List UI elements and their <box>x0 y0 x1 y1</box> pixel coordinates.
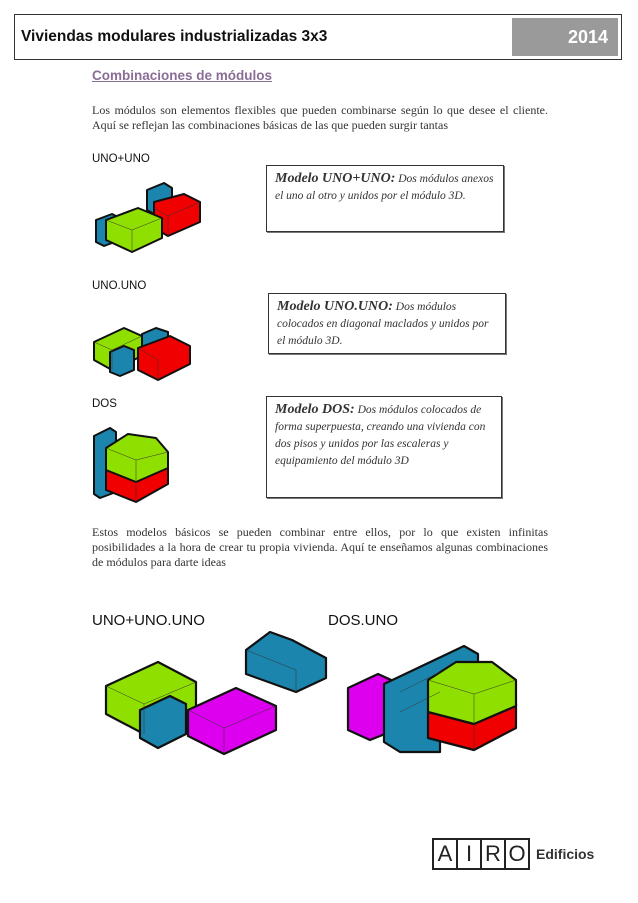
document-title: Viviendas modulares industrializadas 3x3 <box>21 28 328 45</box>
illustration-dos-punto-uno <box>344 632 524 762</box>
logo-letter: A <box>434 840 458 868</box>
model-label-uno-punto-uno: UNO.UNO <box>92 280 147 292</box>
model-box-title: Modelo UNO+UNO: <box>275 171 396 186</box>
document-year: 2014 <box>512 18 618 56</box>
module-blue-front <box>110 346 134 376</box>
illustration-dos <box>92 422 182 512</box>
logo-subtitle: Edificios <box>536 846 595 862</box>
model-box-text: Dos módulos anexos el uno al otro y unidos por el módulo 3D. <box>275 173 494 202</box>
section-title: Combinaciones de módulos <box>92 68 273 83</box>
model-box-text: Dos módulos colocados de forma superpuesta, creando una vivienda con dos pisos y unidos por las escaleras y equipamiento del módulo 3D <box>275 404 486 467</box>
model-box-title: Modelo DOS: <box>275 402 355 417</box>
logo-letters <box>432 838 530 870</box>
logo-letter: O <box>508 841 526 866</box>
model-label-dos: DOS <box>92 398 117 410</box>
illustration-uno-uno-punto-uno <box>100 630 340 760</box>
combo-label-dos-punto-uno: DOS.UNO <box>328 612 399 629</box>
illustration-uno-punto-uno <box>92 318 202 388</box>
model-box-uno-punto-uno <box>268 293 506 354</box>
model-box-text: Dos módulos colocados en diagonal maclados y unidos por el módulo 3D. <box>277 301 489 347</box>
module-blue-back <box>246 632 326 692</box>
model-label-uno-uno: UNO+UNO <box>92 153 150 165</box>
module-magenta <box>188 688 276 754</box>
logo-letter: I <box>458 840 482 868</box>
airo-edificios-logo <box>432 838 594 870</box>
illustration-uno-uno <box>92 180 212 260</box>
logo-letter: R <box>482 840 506 868</box>
model-box-uno-uno <box>266 165 504 232</box>
model-box-dos <box>266 396 502 498</box>
outro-paragraph: Estos modelos básicos se pueden combinar entre ellos, por lo que existen infinitas posibilidades a la hora de crear tu propia vivienda. Aquí te enseñamos algunas combinaciones de módulos para darte ideas <box>92 525 548 569</box>
combo-label-uno-uno-punto-uno: UNO+UNO.UNO <box>92 612 205 629</box>
intro-paragraph: Los módulos son elementos flexibles que pueden combinarse según lo que desee el cliente. Aquí se reflejan las combinaciones básicas de las que pueden surgir tantas <box>92 103 548 132</box>
model-box-title: Modelo UNO.UNO: <box>277 299 393 314</box>
page-header <box>14 14 622 60</box>
